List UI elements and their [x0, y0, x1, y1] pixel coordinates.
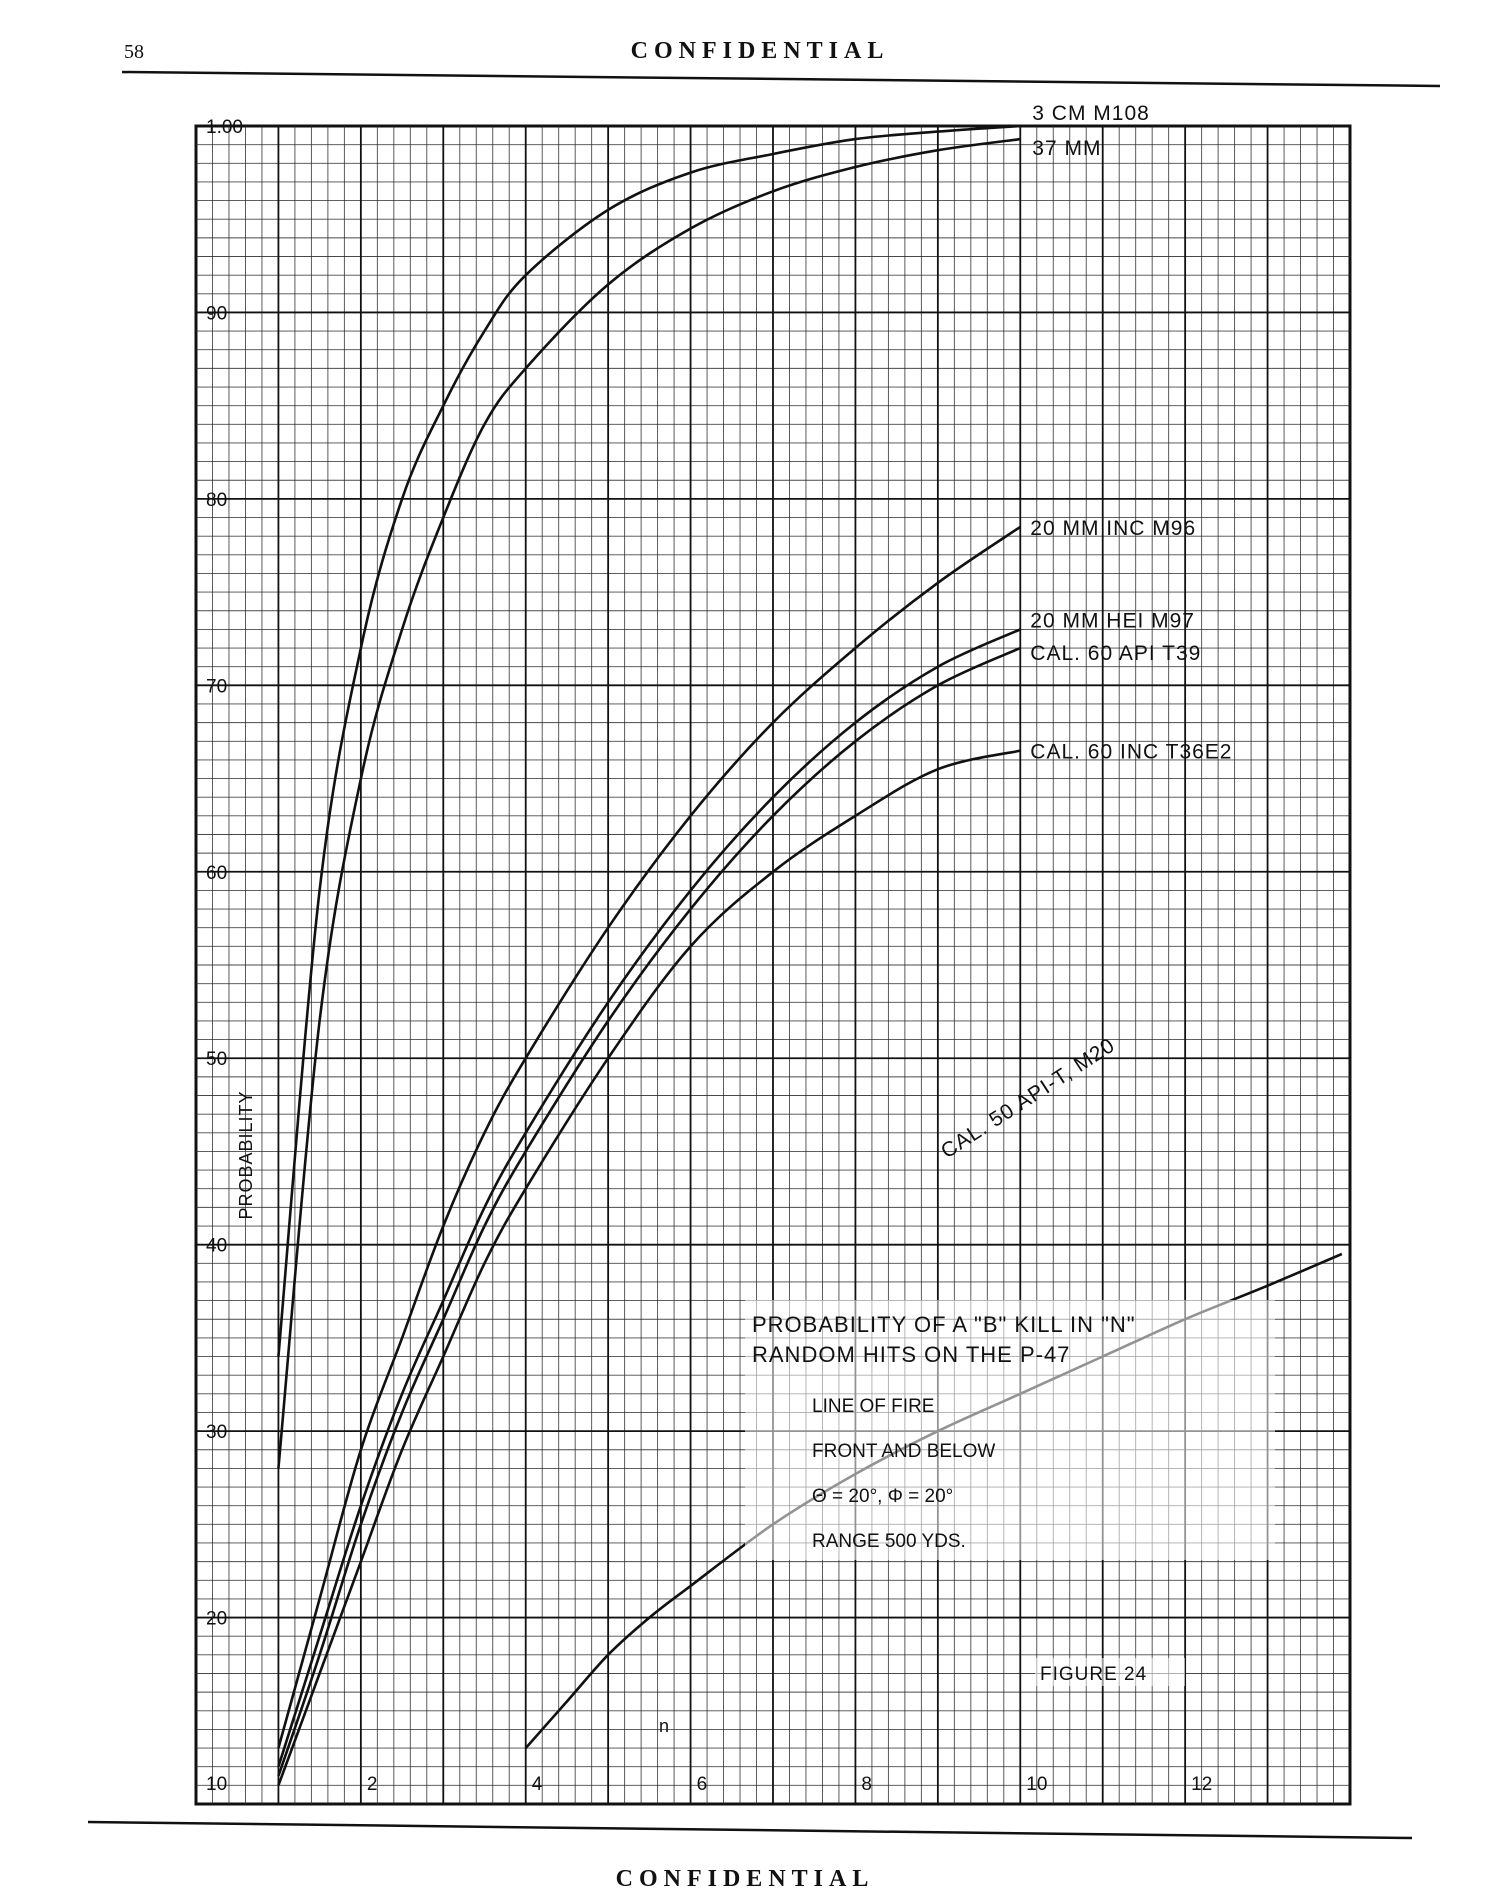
y-tick-label: 80: [206, 489, 228, 511]
footer-rule: [88, 1822, 1412, 1838]
y-axis-title: PROBABILITY: [236, 1090, 256, 1220]
series-label-20-mm-inc-m96: 20 MM INC M96: [1030, 516, 1197, 540]
series-label-cal-50-api-t-m20: CAL. 50 API-T, M20: [936, 1033, 1120, 1164]
series-label-37-mm: 37 MM: [1032, 137, 1102, 161]
y-tick-label: 20: [206, 1608, 228, 1630]
header-rule: [122, 72, 1440, 86]
x-tick-label: 2: [366, 1774, 378, 1795]
series-label-cal-60-inc-t36e2: CAL. 60 INC T36E2: [1030, 740, 1233, 764]
x-tick-label: 8: [861, 1774, 873, 1795]
chart-title: PROBABILITY OF A "B" KILL IN "N": [752, 1312, 1136, 1337]
series-label-cal-60-api-t39: CAL. 60 API T39: [1030, 642, 1202, 666]
x-tick-label: 4: [531, 1774, 543, 1795]
note-range: RANGE 500 YDS.: [812, 1531, 966, 1552]
note-front-below: FRONT AND BELOW: [812, 1441, 996, 1462]
series-label-20-mm-hei-m97: 20 MM HEI M97: [1030, 609, 1196, 633]
footer-marking: CONFIDENTIAL: [615, 1866, 875, 1892]
figure-label: FIGURE 24: [1040, 1664, 1148, 1685]
x-tick-label: 10: [1026, 1774, 1048, 1795]
title-block-bg: [745, 1300, 1275, 1560]
x-axis-title: n: [658, 1716, 670, 1736]
y-tick-label: 90: [206, 303, 228, 325]
x-tick-label: 12: [1191, 1774, 1213, 1795]
note-line-of-fire: LINE OF FIRE: [812, 1396, 935, 1417]
x-tick-label: 10: [206, 1774, 228, 1795]
chart-subtitle: RANDOM HITS ON THE P-47: [752, 1342, 1071, 1367]
x-tick-label: 6: [696, 1774, 708, 1795]
y-tick-label: 40: [206, 1235, 228, 1257]
y-tick-label: 50: [206, 1049, 228, 1071]
y-tick-label: 60: [206, 862, 228, 884]
page-number: 58: [124, 41, 144, 63]
y-tick-label: 1.00: [206, 117, 243, 138]
y-tick-label: 30: [206, 1422, 228, 1444]
series-label-3-cm-m108: 3 CM M108: [1032, 102, 1150, 125]
note-angles: Θ = 20°, Φ = 20°: [812, 1486, 954, 1507]
header-marking: CONFIDENTIAL: [630, 38, 890, 64]
y-tick-label: 70: [206, 676, 228, 698]
